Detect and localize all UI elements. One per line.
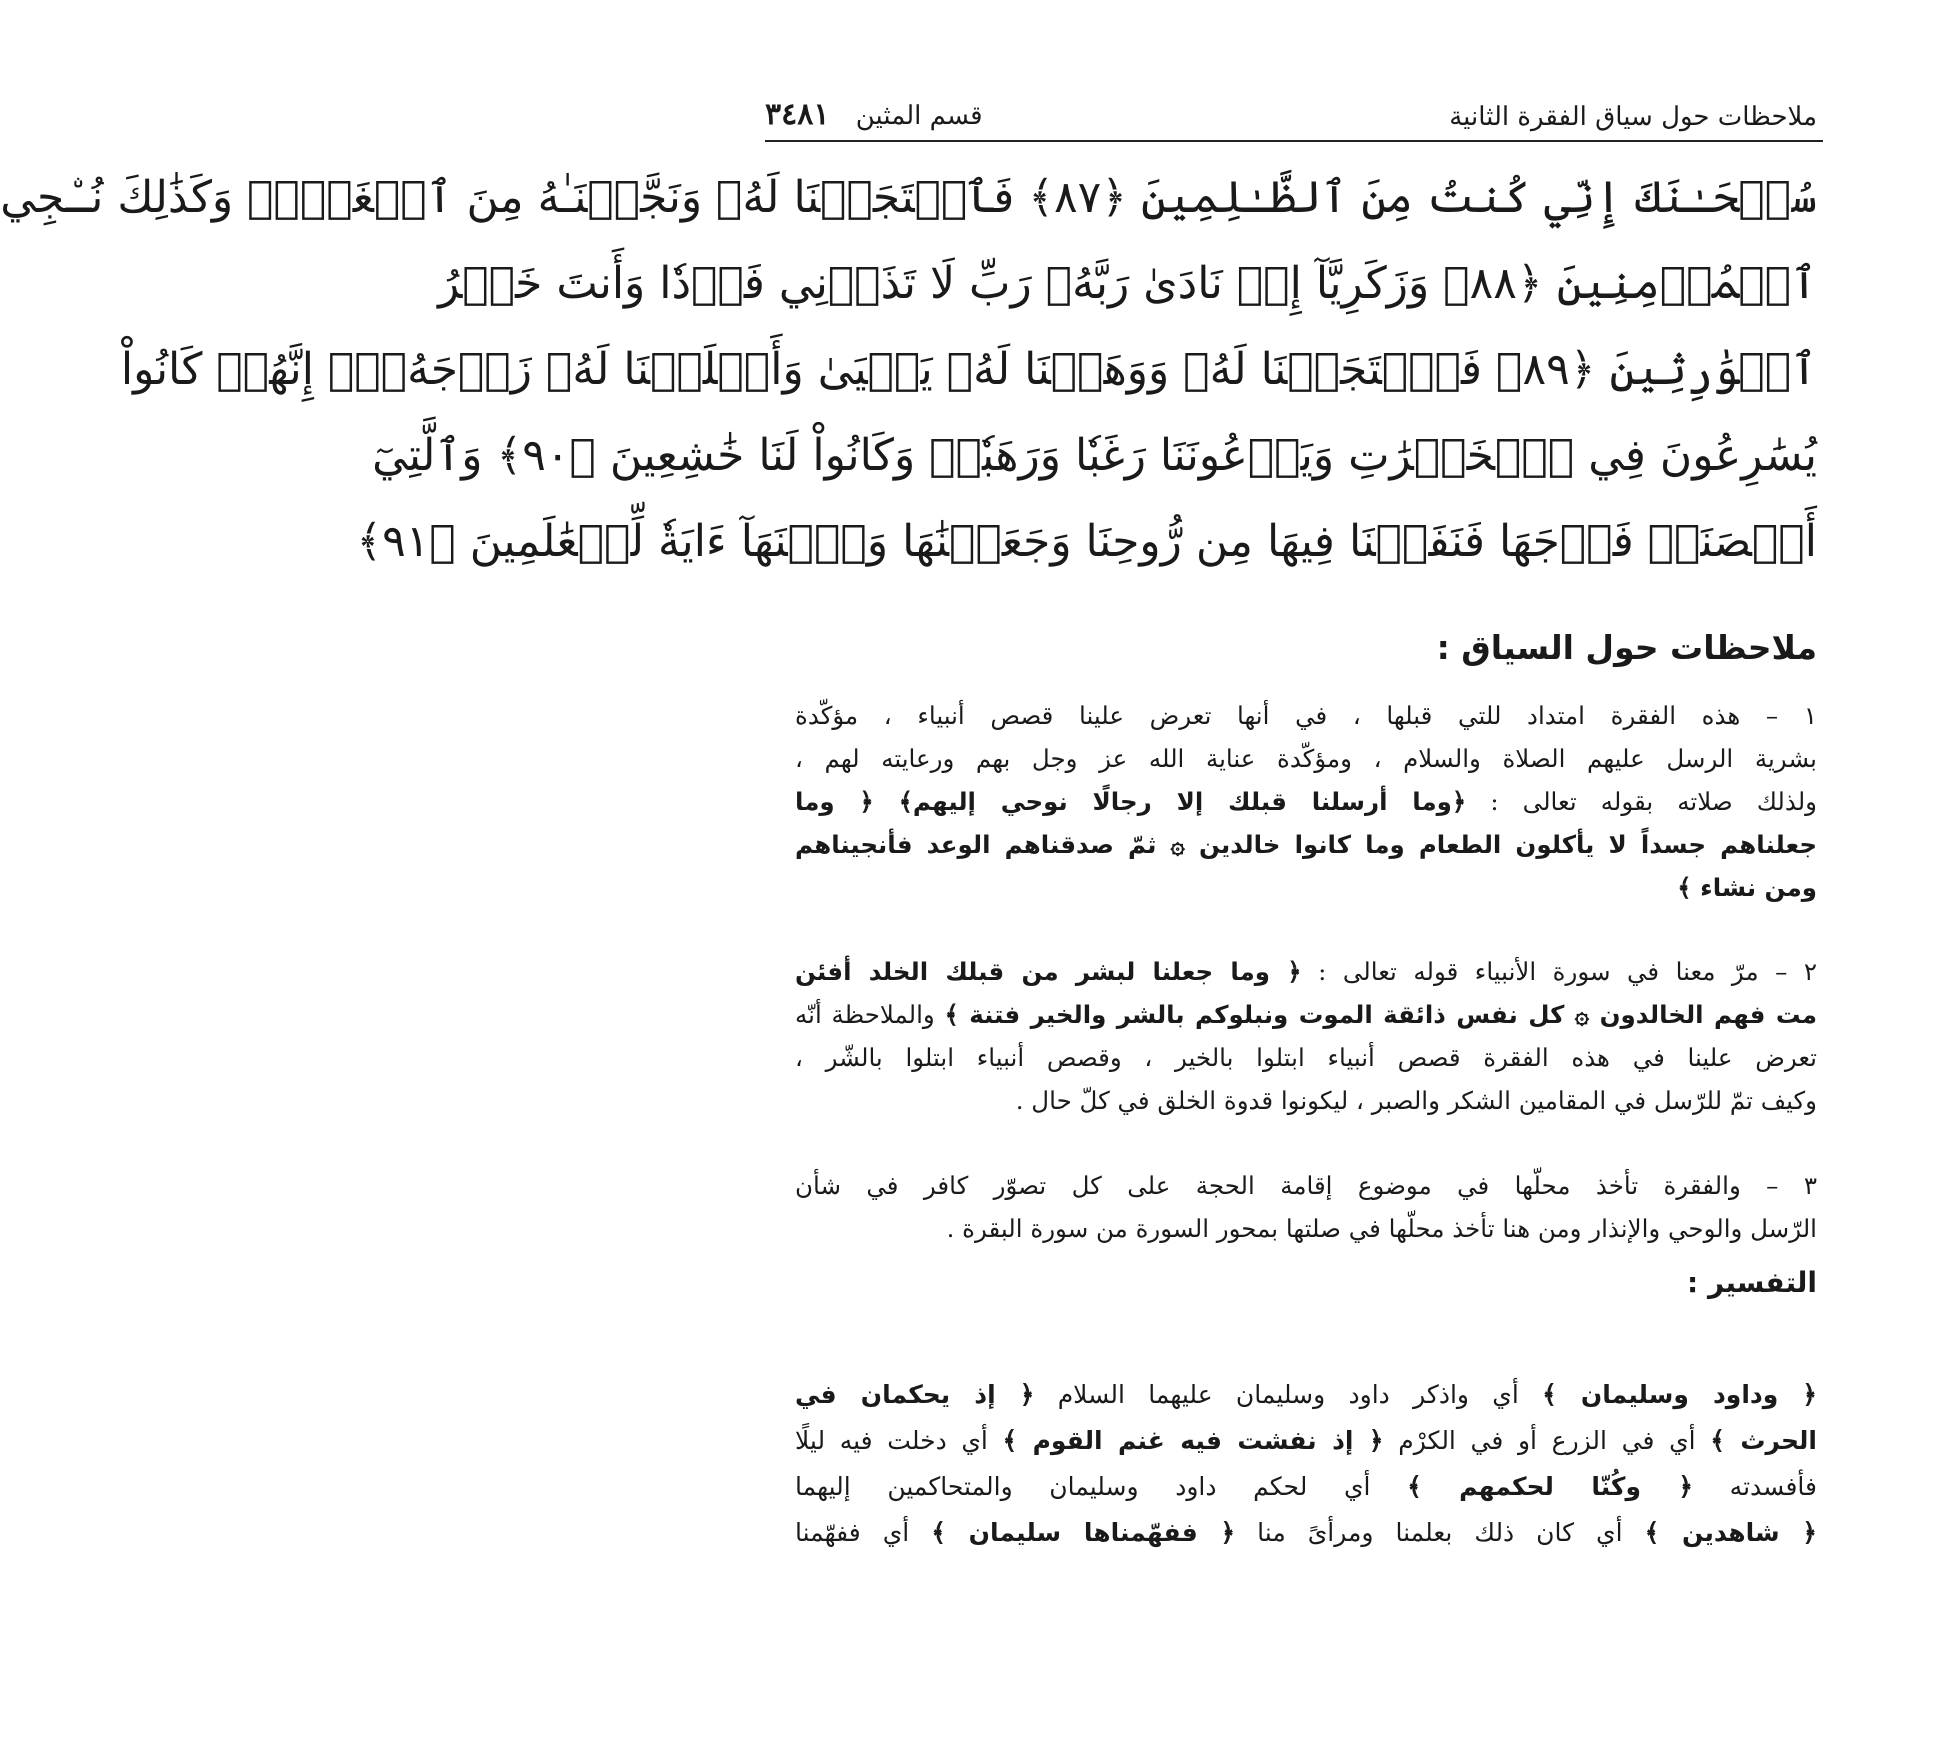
note-line (795, 993, 1817, 1036)
note-line: ١ – هذه الفقرة امتداد للتي قبلها ، في أنها تعرض علينا قصص أنبياء ، مؤكّدة (795, 701, 1817, 730)
quran-quote: ﴿ وداود وسليمان ﴾ (1542, 1380, 1817, 1409)
tafsir-text: أي كان ذلك بعلمنا ومرأىً منا (1235, 1518, 1645, 1547)
quran-quote: ﴿ وما جعلنا لبشر من قبلك الخلد أفئن (795, 957, 1302, 986)
quran-quote: ﴿ وكُنّا لحكمهم ﴾ (1407, 1472, 1694, 1501)
quran-verses (0, 155, 1817, 585)
quran-quote: ﴿ إذ يحكمان في (795, 1380, 1035, 1409)
quran-quote-line: ومن نشاء ﴾ (1677, 873, 1817, 902)
tafsir-text: أي واذكر داود وسليمان عليهما السلام (1034, 1380, 1543, 1409)
note-2 (795, 950, 1817, 1122)
note-line: وكيف تمّ للرّسل في المقامين الشكر والصبر ، ليكونوا قدوة الخلق في كلّ حال . (1015, 1086, 1817, 1115)
tafsir-text: فأفسدته (1693, 1472, 1817, 1501)
note-text: والملاحظة أنّه (795, 1000, 945, 1029)
notes-heading: ملاحظات حول السياق : (1436, 628, 1817, 667)
tafsir-text: أي ففهّمنا (795, 1518, 932, 1547)
page-header (765, 84, 1817, 132)
quran-quote: ﴿ إذ نفشت فيه غنم القوم ﴾ (1002, 1426, 1384, 1455)
tafsir-line (795, 1464, 1817, 1510)
quran-quote-line: جعلناهم جسداً لا يأكلون الطعام وما كانوا خالدين ۞ ثمّ صدقناهم الوعد فأنجيناهم (795, 830, 1817, 859)
tafsir-line (795, 1510, 1817, 1556)
quran-line: يُسَٰرِعُونَ فِي ٱلۡخَيۡرَٰتِ وَيَدۡعُونَنَا رَغَبٗا وَرَهَبٗاۖ وَكَانُواْ لَنَا خَٰشِعِينَ ﴿٩٠﴾ وَٱلَّتِيٓ (372, 430, 1817, 481)
quran-quote: ﴿ ففهّمناها سليمان ﴾ (931, 1518, 1236, 1547)
page-number: ٣٤٨١ (765, 97, 830, 132)
note-line (795, 950, 1817, 993)
section-name: قسم المثين (855, 101, 983, 131)
tafsir-heading: التفسير : (1687, 1266, 1817, 1299)
note-text: ٢ – مرّ معنا في سورة الأنبياء قوله تعالى : (1301, 957, 1817, 986)
quran-line: ٱلۡمُؤۡمِنِينَ ﴿٨٨﴾ وَزَكَرِيَّآ إِذۡ نَادَىٰ رَبَّهُۥ رَبِّ لَا تَذَرۡنِي فَرۡدٗا وَأَنتَ خَيۡرُ (438, 258, 1817, 309)
header-rule (765, 140, 1823, 142)
quran-quote: الحرث ﴾ (1710, 1426, 1817, 1455)
quran-line: أَحۡصَنَتۡ فَرۡجَهَا فَنَفَخۡنَا فِيهَا مِن رُّوحِنَا وَجَعَلۡنَٰهَا وَٱبۡنَهَآ ءَايَةٗ لِّلۡعَٰلَمِينَ ﴿٩١﴾ (356, 516, 1817, 567)
note-3 (795, 1164, 1817, 1250)
tafsir-text: أي لحكم داود وسليمان والمتحاكمين إليهما (795, 1472, 1408, 1501)
quran-quote: ﴿وما أرسلنا قبلك إلا رجالًا نوحي إليهم﴾ ﴿ وما (795, 787, 1467, 816)
quran-line: ٱلۡوَٰرِثِينَ ﴿٨٩﴾ فَٱسۡتَجَبۡنَا لَهُۥ وَوَهَبۡنَا لَهُۥ يَحۡيَىٰ وَأَصۡلَحۡنَا لَهُۥ زَوۡجَهُۥٓۚ إِنَّهُمۡ كَانُواْ (120, 344, 1817, 395)
running-title: ملاحظات حول سياق الفقرة الثانية (1449, 102, 1817, 132)
note-1 (795, 694, 1817, 909)
quran-quote: مت فهم الخالدون ۞ كل نفس ذائقة الموت ونبلوكم بالشر والخير فتنة ﴾ (944, 1000, 1817, 1029)
note-line: تعرض علينا في هذه الفقرة قصص أنبياء ابتلوا بالخير ، وقصص أنبياء ابتلوا بالشّر ، (795, 1043, 1817, 1072)
note-line: ٣ – والفقرة تأخذ محلّها في موضوع إقامة الحجة على كل تصوّر كافر في شأن (795, 1171, 1817, 1200)
note-line (795, 780, 1817, 823)
quran-quote: ﴿ شاهدين ﴾ (1644, 1518, 1817, 1547)
tafsir-text: أي دخلت فيه ليلًا (795, 1426, 1003, 1455)
note-text: ولذلك صلاته بقوله تعالى : (1466, 787, 1817, 816)
header-left (765, 97, 983, 132)
tafsir-text: أي في الزرع أو في الكرْم (1383, 1426, 1711, 1455)
note-line: الرّسل والوحي والإنذار ومن هنا تأخذ محلّها في صلتها بمحور السورة من سورة البقرة . (946, 1214, 1817, 1243)
note-line: بشرية الرسل عليهم الصلاة والسلام ، ومؤكّدة عناية الله عز وجل بهم ورعايته لهم ، (795, 744, 1817, 773)
tafsir-body (795, 1372, 1817, 1556)
tafsir-line (795, 1418, 1817, 1464)
quran-line: سُبۡحَـٰنَكَ إِنِّي كُنتُ مِنَ ٱلظَّـٰلِمِينَ ﴿٨٧﴾ فَٱسۡتَجَبۡنَا لَهُۥ وَنَجَّيۡنَـٰهُ مِنَ ٱلۡغَمِّۚ وَكَذَٰلِكَ نُـۨجِي (0, 172, 1817, 223)
tafsir-line (795, 1372, 1817, 1418)
